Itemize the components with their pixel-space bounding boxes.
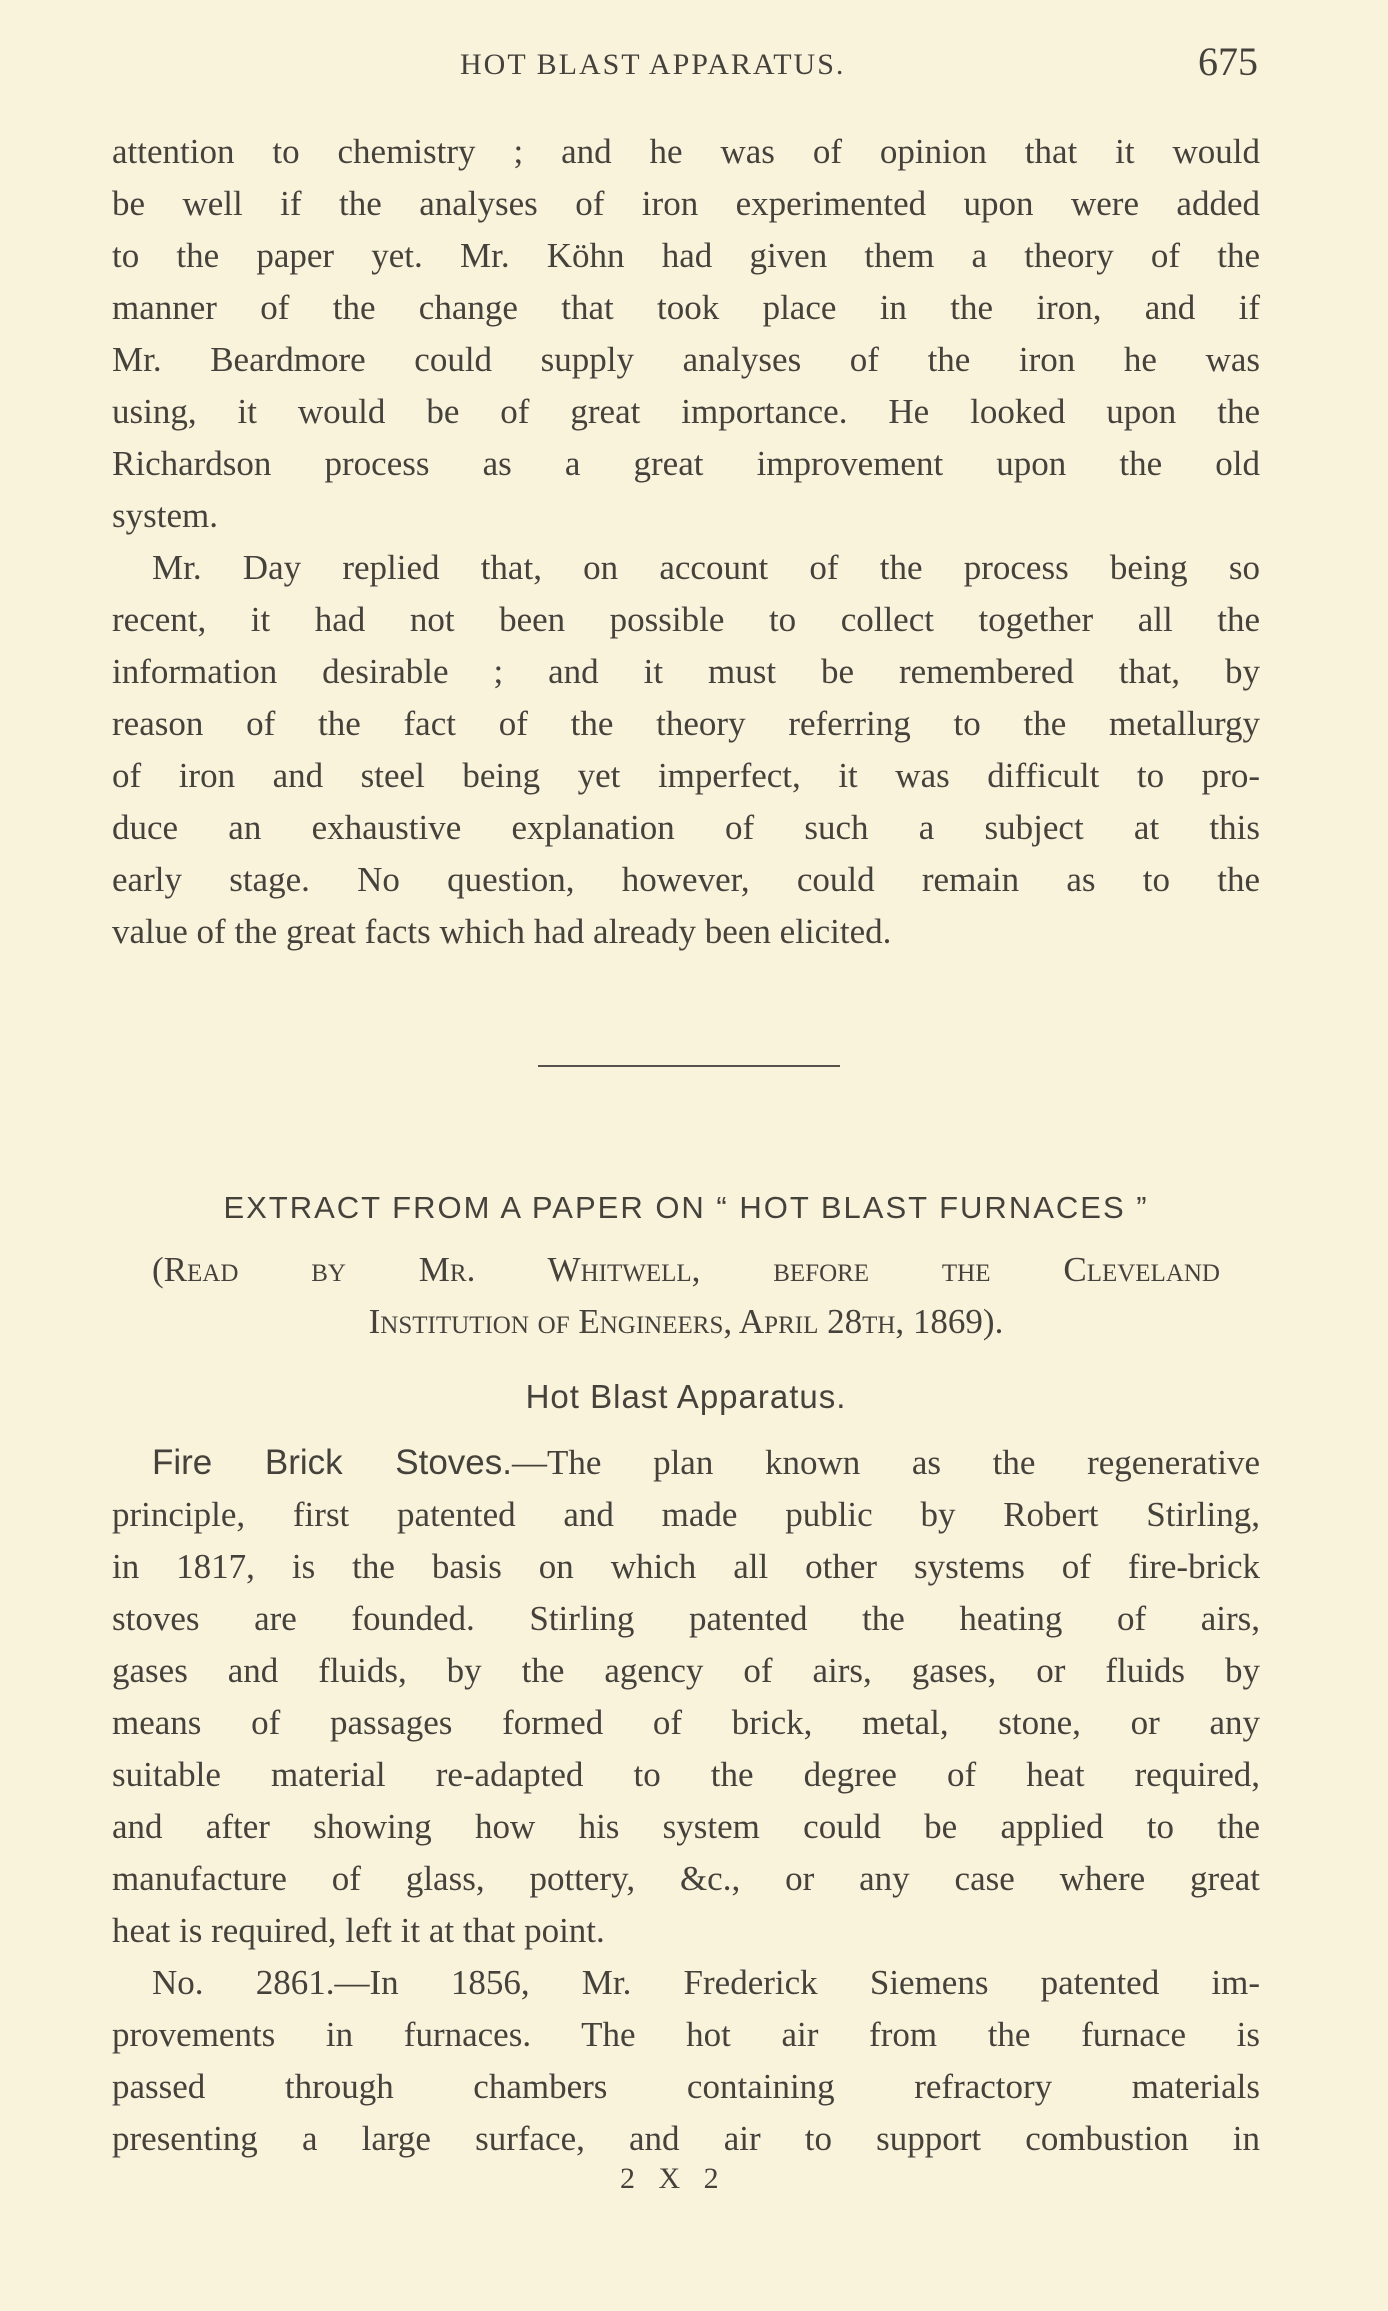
text-line: suitable material re-adapted to the degree of heat required, [112,1755,1260,1794]
extract-heading: EXTRACT FROM A PAPER ON “ HOT BLAST FURNACES ” [223,1190,1149,1225]
extract-body [112,1437,1260,2165]
institution-line: Institution of Engineers, April 28th, 1869). [368,1302,1004,1341]
page-number: 675 [1198,39,1258,84]
signature-mark: 2 X 2 [620,2162,727,2195]
text-line [112,1437,1260,1489]
text-line: means of passages formed of brick, metal, stone, or any [112,1703,1260,1742]
text-line: recent, it had not been possible to collect together all the [112,600,1260,639]
text-line: in 1817, is the basis on which all other systems of fire-brick [112,1547,1260,1586]
text-line: stoves are founded. Stirling patented the heating of airs, [112,1599,1260,1638]
text-line: information desirable ; and it must be remembered that, by [112,652,1260,691]
text-line: attention to chemistry ; and he was of opinion that it would [112,132,1260,171]
text-fragment: —The plan known as the regenerative [512,1443,1261,1482]
text-line: reason of the fact of the theory referring to the metallurgy [112,704,1260,743]
text-line: heat is required, left it at that point. [112,1911,605,1950]
text-line: provements in furnaces. The hot air from the furnace is [112,2015,1260,2054]
section-divider [538,1065,840,1067]
discussion-text [112,126,1260,958]
text-line: system. [112,496,218,535]
text-line: No. 2861.—In 1856, Mr. Frederick Siemens patented im- [152,1963,1260,2002]
text-line: of iron and steel being yet imperfect, it was difficult to pro- [112,756,1260,795]
section-title: Hot Blast Apparatus. [525,1378,847,1415]
text-line: manufacture of glass, pottery, &c., or any case where great [112,1859,1260,1898]
text-line: principle, first patented and made public by Robert Stirling, [112,1495,1260,1534]
text-line: Mr. Beardmore could supply analyses of the iron he was [112,340,1260,379]
text-line: value of the great facts which had already been elicited. [112,912,892,951]
text-line: early stage. No question, however, could remain as to the [112,860,1260,899]
read-by-line: (Read by Mr. Whitwell, before the Cleveland [152,1250,1220,1289]
text-line: be well if the analyses of iron experimented upon were added [112,184,1260,223]
text-line: using, it would be of great importance. He looked upon the [112,392,1260,431]
text-line: manner of the change that took place in the iron, and if [112,288,1260,327]
text-line: gases and fluids, by the agency of airs, gases, or fluids by [112,1651,1260,1690]
text-line: and after showing how his system could be applied to the [112,1807,1260,1846]
text-line: duce an exhaustive explanation of such a subject at this [112,808,1260,847]
text-line: presenting a large surface, and air to support combustion in [112,2119,1260,2158]
running-head: HOT BLAST APPARATUS. [460,48,846,81]
text-line: Mr. Day replied that, on account of the process being so [152,548,1260,587]
paragraph-lead: Fire Brick Stoves. [152,1443,513,1482]
text-line: to the paper yet. Mr. Köhn had given them a theory of the [112,236,1260,275]
text-line: Richardson process as a great improvement upon the old [112,444,1260,483]
text-line: passed through chambers containing refractory materials [112,2067,1260,2106]
